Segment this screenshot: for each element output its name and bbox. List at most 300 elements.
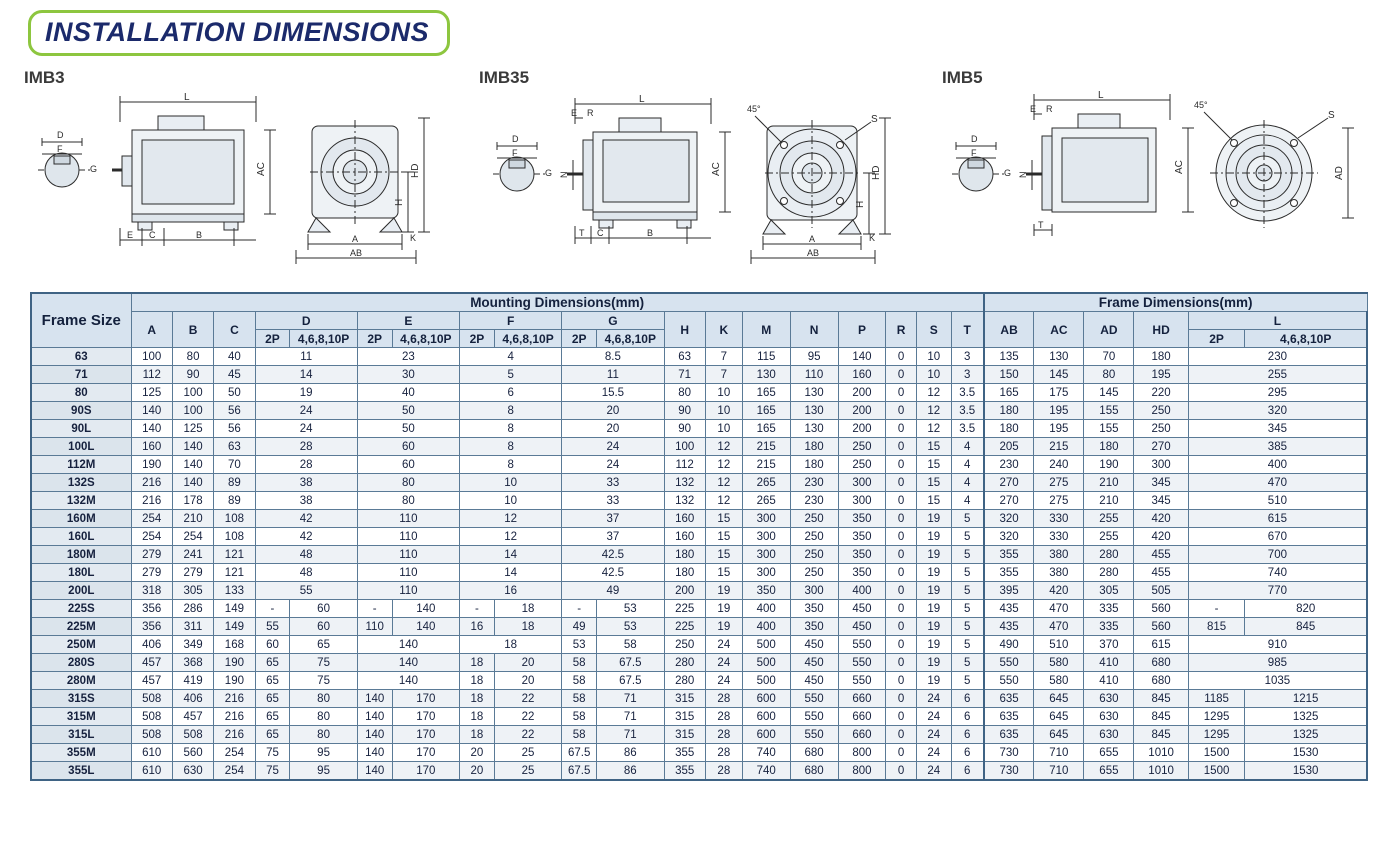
cell-AD: 255 [1084,528,1134,546]
cell-C: 254 [214,744,255,762]
cell-P: 660 [838,690,886,708]
cell-P: 550 [838,636,886,654]
cell-M: 165 [742,384,790,402]
cell-T: 5 [951,654,984,672]
cell-C: 108 [214,510,255,528]
cell-S: 15 [916,438,951,456]
cell-T: 5 [951,510,984,528]
cell-P: 800 [838,744,886,762]
cell-P: 550 [838,672,886,690]
cell-AB: 150 [984,366,1034,384]
cell-A: 610 [131,762,172,781]
cell-T: 5 [951,528,984,546]
cell-A: 406 [131,636,172,654]
cell-P: 550 [838,654,886,672]
cell-AC: 330 [1034,528,1084,546]
cell-T: 5 [951,672,984,690]
cell-R: 0 [886,474,916,492]
svg-text:S: S [1328,110,1335,121]
cell-C: 121 [214,564,255,582]
cell-E: 110 [357,582,459,600]
cell-K: 19 [705,618,742,636]
cell-F: 8 [460,420,562,438]
cell-HD: 845 [1134,690,1188,708]
cell-E-multi: 170 [392,726,459,744]
svg-text:A: A [809,234,816,244]
cell-K: 10 [705,384,742,402]
cell-K: 12 [705,474,742,492]
cell-AB: 320 [984,510,1034,528]
cell-frame-size: 355M [31,744,131,762]
cell-AD: 145 [1084,384,1134,402]
cell-C: 149 [214,618,255,636]
table-row [31,672,1367,690]
cell-E: 80 [357,474,459,492]
cell-B: 279 [172,564,213,582]
cell-frame-size: 90S [31,402,131,420]
cell-H: 225 [664,618,705,636]
cell-C: 45 [214,366,255,384]
cell-D: 24 [255,402,357,420]
svg-text:AC: AC [1174,160,1185,174]
cell-A: 356 [131,600,172,618]
cell-K: 19 [705,600,742,618]
cell-S: 24 [916,690,951,708]
cell-C: 216 [214,708,255,726]
cell-HD: 1010 [1134,762,1188,781]
cell-G-2p: 67.5 [562,762,597,781]
cell-K: 15 [705,564,742,582]
cell-K: 15 [705,546,742,564]
svg-text:D: D [971,134,978,144]
cell-S: 19 [916,654,951,672]
cell-S: 15 [916,456,951,474]
cell-E: 60 [357,456,459,474]
table-row [31,456,1367,474]
cell-M: 300 [742,546,790,564]
cell-B: 508 [172,726,213,744]
cell-AD: 155 [1084,402,1134,420]
cell-H: 315 [664,690,705,708]
cell-A: 112 [131,366,172,384]
cell-M: 300 [742,510,790,528]
cell-N: 550 [790,708,838,726]
cell-E: 80 [357,492,459,510]
cell-F-multi: 25 [494,762,561,781]
cell-M: 265 [742,474,790,492]
svg-text:H: H [394,198,405,206]
cell-S: 24 [916,708,951,726]
cell-frame-size: 250M [31,636,131,654]
th-G-2p: 2P [562,330,597,348]
cell-F-multi: 22 [494,690,561,708]
dimensions-table-wrap [30,292,1368,781]
cell-H: 100 [664,438,705,456]
cell-HD: 220 [1134,384,1188,402]
th-N: N [790,312,838,348]
cell-H: 132 [664,492,705,510]
cell-frame-size: 225S [31,600,131,618]
cell-B: 305 [172,582,213,600]
cell-AC: 195 [1034,420,1084,438]
cell-A: 254 [131,510,172,528]
cell-AB: 270 [984,474,1034,492]
cell-F: 5 [460,366,562,384]
cell-F: 12 [460,528,562,546]
cell-C: 89 [214,474,255,492]
svg-text:L: L [184,92,190,103]
svg-text:N: N [1018,171,1028,178]
cell-H: 355 [664,744,705,762]
th-L-2p: 2P [1188,330,1245,348]
cell-D-multi: 95 [290,744,357,762]
cell-frame-size: 100L [31,438,131,456]
cell-N: 250 [790,528,838,546]
th-B: B [172,312,213,348]
cell-AB: 730 [984,762,1034,781]
cell-G-2p: 58 [562,654,597,672]
cell-L-2p: - [1188,600,1245,618]
cell-F-multi: 25 [494,744,561,762]
cell-B: 100 [172,384,213,402]
cell-D: 38 [255,492,357,510]
drawings-row [24,64,1372,276]
cell-T: 6 [951,726,984,744]
cell-AC: 645 [1034,708,1084,726]
cell-K: 15 [705,510,742,528]
cell-H: 63 [664,348,705,366]
cell-G: 49 [562,582,664,600]
cell-F-multi: 22 [494,708,561,726]
cell-F-2p: 18 [460,672,495,690]
cell-AB: 435 [984,600,1034,618]
cell-G: 24 [562,438,664,456]
svg-text:E: E [1030,104,1037,114]
svg-text:B: B [647,228,654,238]
cell-E: 110 [357,510,459,528]
cell-R: 0 [886,528,916,546]
svg-text:F: F [971,148,977,158]
cell-C: 216 [214,726,255,744]
th-E-2p: 2P [357,330,392,348]
cell-AD: 410 [1084,672,1134,690]
cell-N: 110 [790,366,838,384]
cell-C: 190 [214,654,255,672]
svg-text:T: T [579,228,585,238]
svg-text:F: F [57,144,63,154]
cell-frame-size: 280M [31,672,131,690]
cell-L-multi: 1530 [1245,762,1367,781]
cell-frame-size: 180M [31,546,131,564]
cell-C: 63 [214,438,255,456]
cell-C: 40 [214,348,255,366]
cell-S: 19 [916,528,951,546]
svg-text:D: D [512,134,519,144]
cell-T: 6 [951,708,984,726]
cell-L: 345 [1188,420,1367,438]
cell-D-multi: 75 [290,672,357,690]
cell-R: 0 [886,744,916,762]
cell-G-2p: 49 [562,618,597,636]
cell-A: 254 [131,528,172,546]
cell-P: 300 [838,474,886,492]
table-row [31,600,1367,618]
cell-B: 254 [172,528,213,546]
cell-H: 80 [664,384,705,402]
cell-K: 28 [705,690,742,708]
cell-B: 406 [172,690,213,708]
cell-R: 0 [886,420,916,438]
cell-G: 37 [562,528,664,546]
th-L: L [1188,312,1367,330]
cell-AC: 470 [1034,600,1084,618]
cell-G: 8.5 [562,348,664,366]
th-mounting-dimensions: Mounting Dimensions(mm) [131,293,984,312]
cell-E-2p: 140 [357,726,392,744]
cell-T: 4 [951,474,984,492]
cell-AD: 280 [1084,546,1134,564]
cell-AD: 630 [1084,690,1134,708]
cell-H: 160 [664,528,705,546]
cell-B: 140 [172,438,213,456]
drawing-imb5-label: IMB5 [942,68,983,87]
cell-C: 121 [214,546,255,564]
cell-N: 450 [790,654,838,672]
cell-M: 500 [742,654,790,672]
cell-P: 400 [838,582,886,600]
cell-A: 457 [131,672,172,690]
cell-frame-size: 132M [31,492,131,510]
cell-frame-size: 355L [31,762,131,781]
cell-AB: 635 [984,726,1034,744]
svg-text:AC: AC [256,162,267,176]
svg-text:E: E [571,108,578,118]
cell-L: 985 [1188,654,1367,672]
cell-C: 56 [214,420,255,438]
cell-B: 100 [172,402,213,420]
cell-B: 125 [172,420,213,438]
th-E: E [357,312,459,330]
cell-P: 140 [838,348,886,366]
th-F-2p: 2P [460,330,495,348]
cell-L-multi: 820 [1245,600,1367,618]
th-E-multi: 4,6,8,10P [392,330,459,348]
cell-T: 3 [951,348,984,366]
cell-D-multi: 60 [290,618,357,636]
cell-P: 660 [838,726,886,744]
cell-T: 5 [951,582,984,600]
cell-G: 42.5 [562,564,664,582]
cell-G-2p: 58 [562,690,597,708]
cell-H: 315 [664,708,705,726]
cell-G: 20 [562,420,664,438]
cell-S: 24 [916,762,951,781]
svg-text:B: B [196,230,203,240]
cell-E-multi: 170 [392,708,459,726]
cell-AD: 210 [1084,492,1134,510]
cell-T: 3 [951,366,984,384]
cell-AC: 580 [1034,672,1084,690]
cell-HD: 615 [1134,636,1188,654]
cell-AD: 305 [1084,582,1134,600]
th-D-multi: 4,6,8,10P [290,330,357,348]
cell-D: 28 [255,456,357,474]
cell-M: 215 [742,456,790,474]
cell-R: 0 [886,438,916,456]
cell-AC: 420 [1034,582,1084,600]
cell-S: 24 [916,744,951,762]
cell-A: 140 [131,420,172,438]
cell-L-2p: 1500 [1188,762,1245,781]
cell-F: 14 [460,546,562,564]
svg-text:HD: HD [871,165,882,180]
cell-P: 350 [838,546,886,564]
cell-N: 680 [790,762,838,781]
cell-S: 15 [916,474,951,492]
th-K: K [705,312,742,348]
svg-text:E: E [127,230,134,240]
cell-K: 19 [705,582,742,600]
svg-text:C: C [597,228,604,238]
cell-D: 11 [255,348,357,366]
cell-N: 680 [790,744,838,762]
cell-K: 10 [705,420,742,438]
svg-text:H: H [855,200,866,208]
cell-A: 279 [131,546,172,564]
cell-T: 6 [951,744,984,762]
table-row [31,582,1367,600]
cell-G: 11 [562,366,664,384]
cell-D-2p: 65 [255,690,290,708]
th-D-2p: 2P [255,330,290,348]
cell-L-2p: 1295 [1188,708,1245,726]
cell-M: 600 [742,708,790,726]
cell-E: 40 [357,384,459,402]
cell-M: 400 [742,600,790,618]
cell-L: 615 [1188,510,1367,528]
th-T: T [951,312,984,348]
cell-E: 60 [357,438,459,456]
cell-D-multi: 95 [290,762,357,781]
cell-HD: 680 [1134,672,1188,690]
svg-text:K: K [410,233,417,243]
cell-C: 168 [214,636,255,654]
cell-H: 90 [664,420,705,438]
cell-HD: 560 [1134,618,1188,636]
cell-AD: 280 [1084,564,1134,582]
cell-frame-size: 71 [31,366,131,384]
th-R: R [886,312,916,348]
svg-text:N: N [559,171,569,178]
cell-F-2p: 18 [460,726,495,744]
cell-HD: 195 [1134,366,1188,384]
cell-S: 12 [916,420,951,438]
cell-AD: 155 [1084,420,1134,438]
table-row [31,528,1367,546]
table-row [31,690,1367,708]
table-row [31,618,1367,636]
cell-F-2p: 18 [460,654,495,672]
svg-text:F: F [512,148,518,158]
cell-H: 315 [664,726,705,744]
svg-text:HD: HD [410,163,421,178]
cell-B: 90 [172,366,213,384]
cell-HD: 455 [1134,546,1188,564]
cell-N: 180 [790,438,838,456]
cell-N: 550 [790,690,838,708]
cell-AC: 130 [1034,348,1084,366]
table-row [31,726,1367,744]
cell-B: 178 [172,492,213,510]
cell-R: 0 [886,618,916,636]
cell-E-2p: - [357,600,392,618]
th-G: G [562,312,664,330]
cell-T: 3.5 [951,384,984,402]
dimensions-table [30,292,1368,781]
cell-F-2p: - [460,600,495,618]
cell-HD: 300 [1134,456,1188,474]
cell-R: 0 [886,510,916,528]
th-AD: AD [1084,312,1134,348]
cell-S: 15 [916,492,951,510]
cell-M: 215 [742,438,790,456]
cell-frame-size: 112M [31,456,131,474]
cell-P: 450 [838,618,886,636]
cell-P: 200 [838,402,886,420]
cell-AC: 275 [1034,474,1084,492]
cell-G-multi: 58 [597,636,664,654]
cell-P: 800 [838,762,886,781]
cell-F: 14 [460,564,562,582]
cell-K: 12 [705,456,742,474]
cell-L-multi: 1215 [1245,690,1367,708]
table-row [31,402,1367,420]
cell-AD: 335 [1084,600,1134,618]
cell-M: 115 [742,348,790,366]
cell-F-multi: 18 [494,618,561,636]
cell-AB: 550 [984,672,1034,690]
cell-G-multi: 67.5 [597,672,664,690]
cell-K: 28 [705,726,742,744]
cell-N: 130 [790,420,838,438]
cell-B: 140 [172,456,213,474]
cell-AD: 180 [1084,438,1134,456]
cell-M: 165 [742,402,790,420]
cell-E: 23 [357,348,459,366]
cell-L: 400 [1188,456,1367,474]
cell-D-2p: 65 [255,726,290,744]
cell-C: 50 [214,384,255,402]
cell-D: 42 [255,510,357,528]
cell-E: 140 [357,672,459,690]
th-C: C [214,312,255,348]
cell-T: 6 [951,762,984,781]
cell-R: 0 [886,402,916,420]
cell-G-multi: 71 [597,690,664,708]
header-row-1 [31,293,1367,312]
cell-frame-size: 315L [31,726,131,744]
cell-G-2p: 67.5 [562,744,597,762]
cell-L: 770 [1188,582,1367,600]
cell-K: 28 [705,762,742,781]
cell-HD: 180 [1134,348,1188,366]
cell-G: 42.5 [562,546,664,564]
cell-L: 255 [1188,366,1367,384]
svg-text:D: D [57,130,64,140]
cell-N: 250 [790,564,838,582]
drawing-imb35-label: IMB35 [479,68,530,87]
cell-D-2p: 75 [255,762,290,781]
